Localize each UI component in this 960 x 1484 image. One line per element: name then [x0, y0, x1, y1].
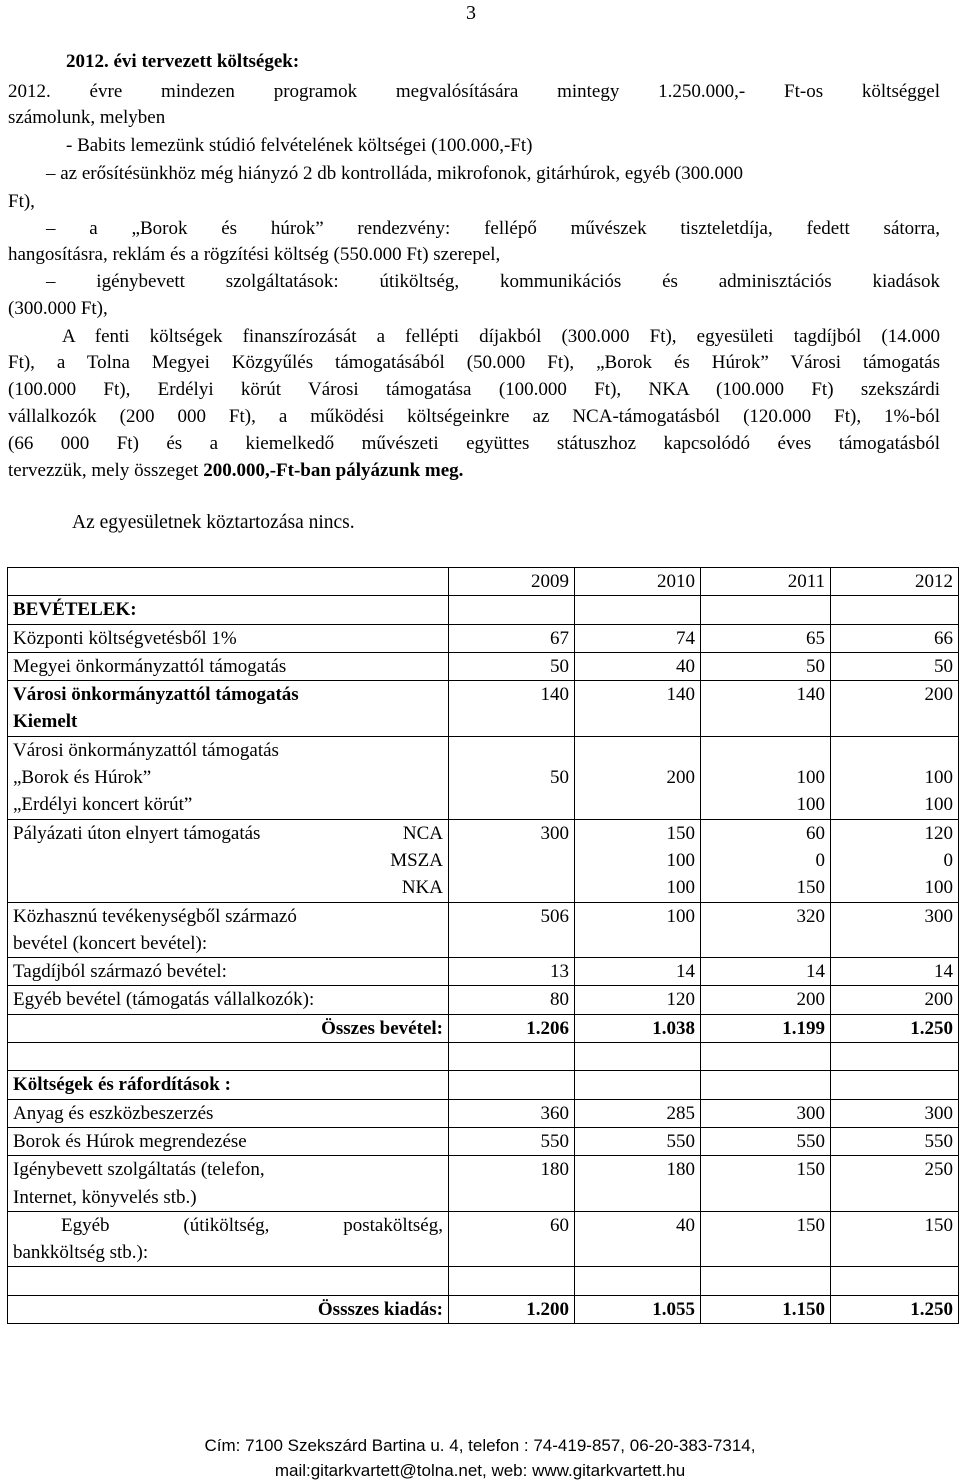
value-cell: 74 [575, 624, 701, 652]
total-cell: 1.206 [449, 1014, 575, 1042]
row-label: Tagdíjból származó bevétel: [8, 958, 449, 986]
grant-label-left: Pályázati úton elnyert támogatás [13, 822, 261, 844]
empty-cell [701, 596, 831, 624]
para-line: vállalkozók (200 000 Ft), a működési költségeinkre az NCA-támogatásból (120.000 Ft), 1%-ból [8, 406, 940, 427]
para-line: Ft), [8, 191, 35, 212]
empty-cell [8, 1043, 449, 1071]
empty-cell [701, 1043, 831, 1071]
value-cell: 300 [831, 1099, 959, 1127]
value-cell: 550 [575, 1127, 701, 1155]
empty-cell [575, 1071, 701, 1099]
empty-cell [575, 1043, 701, 1071]
value-cell: 80 [449, 986, 575, 1014]
row-label [8, 819, 449, 902]
row-label: Városi önkormányzattól támogatás Kiemelt [8, 681, 449, 737]
table-row [8, 1156, 959, 1212]
value-cell: 200 [831, 986, 959, 1014]
table-row [8, 681, 959, 737]
footer-contact: mail:gitarkvartett@tolna.net, web: www.gitarkvartett.hu [274, 1461, 686, 1480]
row-label-line: bankköltség stb.): [13, 1242, 149, 1264]
year-header: 2009 [449, 568, 575, 596]
row-label: Városi önkormányzattól támogatás „Borok és Húrok” „Erdélyi koncert körút” [8, 736, 449, 819]
expense-total-label: Össszes kiadás: [8, 1295, 449, 1323]
value-cell: 150 100 100 [575, 819, 701, 902]
value-cell: 14 [701, 958, 831, 986]
empty-cell [701, 1071, 831, 1099]
value-cell: 14 [831, 958, 959, 986]
para-line: hangosításra, reklám és a rögzítési költség (550.000 Ft) szerepel, [8, 244, 501, 265]
expense-header: Költségek és ráfordítások : [8, 1071, 449, 1099]
table-row [8, 958, 959, 986]
empty-cell [8, 1267, 449, 1295]
table-row [8, 624, 959, 652]
table-row [8, 819, 959, 902]
table-row [8, 1127, 959, 1155]
year-header: 2012 [831, 568, 959, 596]
value-cell: 550 [701, 1127, 831, 1155]
empty-cell [701, 1267, 831, 1295]
expense-total-row [8, 1295, 959, 1323]
para-line: 2012. évre mindezen programok megvalósítására mintegy 1.250.000,- Ft-os költséggel [8, 81, 940, 102]
empty-cell [831, 1267, 959, 1295]
grant-label-right: NCA MSZA NKA [390, 822, 443, 899]
spacer-row [8, 1043, 959, 1071]
empty-cell [449, 1267, 575, 1295]
value-cell: 300 [831, 902, 959, 958]
para-line [8, 459, 463, 483]
para-line: számolunk, melyben [8, 107, 166, 128]
row-label: Igénybevett szolgáltatás (telefon, Internet, könyvelés stb.) [8, 1156, 449, 1212]
value-cell: 200 [831, 681, 959, 737]
value-cell: 100 100 [831, 736, 959, 819]
value-cell: 285 [575, 1099, 701, 1127]
year-header-row [8, 568, 959, 596]
table-row [8, 1211, 959, 1267]
value-cell: 14 [575, 958, 701, 986]
para-text: tervezzük, mely összeget [8, 460, 204, 481]
para-line: Ft), a Tolna Megyei Közgyűlés támogatásából (50.000 Ft), „Borok és Húrok” Városi támogatás [8, 352, 940, 373]
value-cell: 180 [449, 1156, 575, 1212]
value-cell: 200 [575, 736, 701, 819]
empty-cell [449, 1071, 575, 1099]
value-cell: 40 [575, 1211, 701, 1267]
income-header: BEVÉTELEK: [8, 596, 449, 624]
para-line: (100.000 Ft), Erdélyi körút Városi támogatása (100.000 Ft), NKA (100.000 Ft) szekszárdi [8, 379, 940, 400]
value-cell: 50 [701, 652, 831, 680]
table-row [8, 1099, 959, 1127]
para-line: - Babits lemezünk stúdió felvételének költségei (100.000,-Ft) [66, 135, 533, 156]
value-cell: 300 [449, 819, 575, 902]
para-line: (66 000 Ft) és a kiemelkedő művészeti együttes státuszhoz kapcsolódó éves támogatásból [8, 433, 940, 454]
empty-cell [8, 568, 449, 596]
table-row [8, 736, 959, 819]
table-row [8, 902, 959, 958]
para-line: – a „Borok és húrok” rendezvény: fellépő művészek tiszteletdíja, fedett sátorra, [46, 218, 940, 239]
row-label: Központi költségvetésből 1% [8, 624, 449, 652]
value-cell: 360 [449, 1099, 575, 1127]
row-label: Megyei önkormányzattól támogatás [8, 652, 449, 680]
year-header: 2010 [575, 568, 701, 596]
value-cell: 300 [701, 1099, 831, 1127]
total-cell: 1.200 [449, 1295, 575, 1323]
value-cell: 60 [449, 1211, 575, 1267]
value-cell: 150 [831, 1211, 959, 1267]
page-number: 3 [466, 2, 476, 24]
row-label: Anyag és eszközbeszerzés [8, 1099, 449, 1127]
application-amount: 200.000,-Ft-ban pályázunk meg. [203, 460, 464, 481]
total-cell: 1.038 [575, 1014, 701, 1042]
income-total-row [8, 1014, 959, 1042]
empty-cell [575, 1267, 701, 1295]
value-cell: 50 [449, 736, 575, 819]
value-cell: 550 [449, 1127, 575, 1155]
value-cell: 67 [449, 624, 575, 652]
value-cell: 40 [575, 652, 701, 680]
income-header-row [8, 596, 959, 624]
membership-note: Az egyesületnek köztartozása nincs. [72, 512, 355, 533]
total-cell: 1.250 [831, 1014, 959, 1042]
total-cell: 1.150 [701, 1295, 831, 1323]
value-cell: 65 [701, 624, 831, 652]
para-line: – az erősítésünkhöz még hiányzó 2 db kontrolláda, mikrofonok, gitárhúrok, egyéb (300.000 [46, 163, 744, 184]
para-line: A fenti költségek finanszírozását a fellépti díjakból (300.000 Ft), egyesületi tagdíjból (14.000 [62, 326, 940, 347]
empty-cell [831, 1071, 959, 1099]
value-cell: 250 [831, 1156, 959, 1212]
value-cell: 150 [701, 1211, 831, 1267]
value-cell: 140 [701, 681, 831, 737]
value-cell: 180 [575, 1156, 701, 1212]
value-cell: 120 0 100 [831, 819, 959, 902]
empty-cell [831, 596, 959, 624]
value-cell: 150 [701, 1156, 831, 1212]
row-label: Egyéb bevétel (támogatás vállalkozók): [8, 986, 449, 1014]
total-cell: 1.199 [701, 1014, 831, 1042]
section-title: 2012. évi tervezett költségek: [66, 51, 300, 72]
value-cell: 320 [701, 902, 831, 958]
row-label [8, 1211, 449, 1267]
total-cell: 1.055 [575, 1295, 701, 1323]
value-cell: 506 [449, 902, 575, 958]
value-cell: 100 [575, 902, 701, 958]
row-label: Közhasznú tevékenységből származó bevétel (koncert bevétel): [8, 902, 449, 958]
table-row [8, 986, 959, 1014]
footer-address: Cím: 7100 Szekszárd Bartina u. 4, telefon : 74-419-857, 06-20-383-7314, [204, 1436, 756, 1455]
value-cell: 140 [449, 681, 575, 737]
income-total-label: Összes bevétel: [8, 1014, 449, 1042]
para-line: (300.000 Ft), [8, 298, 108, 319]
row-label: Borok és Húrok megrendezése [8, 1127, 449, 1155]
value-cell: 120 [575, 986, 701, 1014]
value-cell: 200 [701, 986, 831, 1014]
value-cell: 50 [831, 652, 959, 680]
value-cell: 100 100 [701, 736, 831, 819]
value-cell: 66 [831, 624, 959, 652]
empty-cell [575, 596, 701, 624]
table-row [8, 652, 959, 680]
value-cell: 140 [575, 681, 701, 737]
empty-cell [449, 596, 575, 624]
empty-cell [831, 1043, 959, 1071]
empty-cell [449, 1043, 575, 1071]
para-line: – igénybevett szolgáltatások: útiköltség, kommunikációs és adminisztációs kiadások [46, 271, 940, 292]
finance-table [7, 567, 959, 1324]
value-cell: 50 [449, 652, 575, 680]
value-cell: 550 [831, 1127, 959, 1155]
grant-label [13, 820, 443, 902]
expense-header-row [8, 1071, 959, 1099]
year-header: 2011 [701, 568, 831, 596]
value-cell: 13 [449, 958, 575, 986]
total-cell: 1.250 [831, 1295, 959, 1323]
spacer-row [8, 1267, 959, 1295]
row-label-line: Egyéb (útiköltség, postaköltség, [61, 1214, 443, 1236]
value-cell: 60 0 150 [701, 819, 831, 902]
